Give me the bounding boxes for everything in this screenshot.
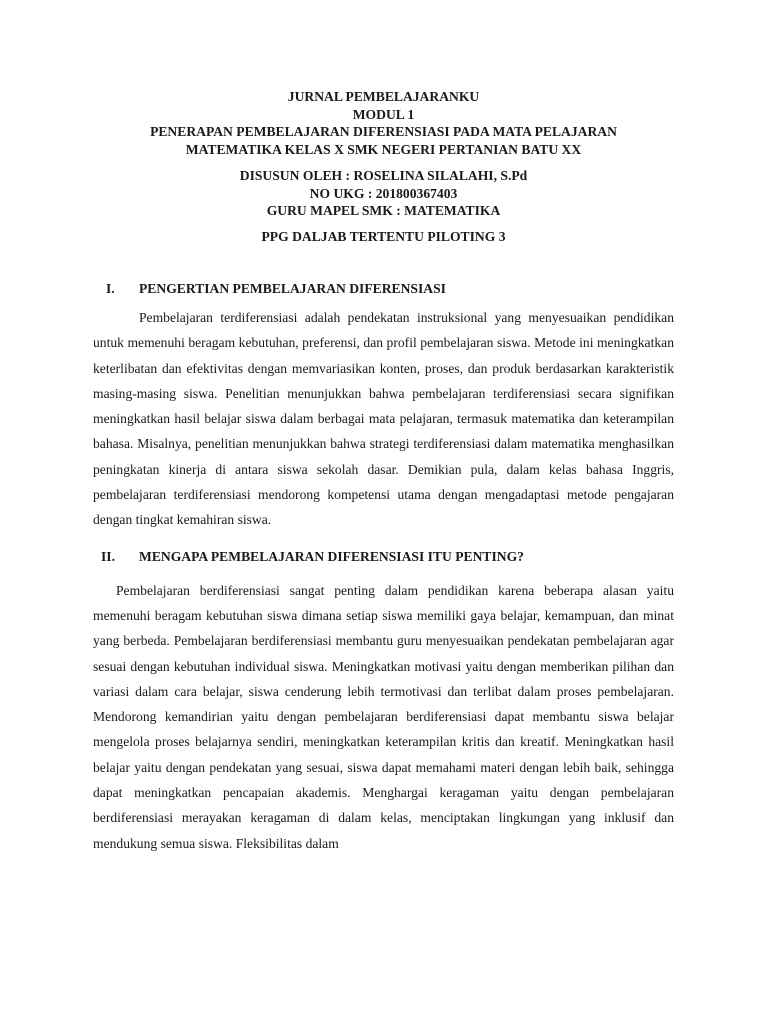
section-number: II.: [101, 548, 115, 564]
ukg-number: NO UKG : 201800367403: [309, 185, 458, 201]
journal-title: JURNAL PEMBELAJARANKU: [287, 89, 480, 104]
title-block: [93, 88, 674, 158]
topic-line-2: MATEMATIKA KELAS X SMK NEGERI PERTANIAN BATU XX: [185, 141, 582, 157]
program-block: [93, 228, 674, 246]
section-title: PENGERTIAN PEMBELAJARAN DIFERENSIASI: [139, 281, 446, 296]
section-title: MENGAPA PEMBELAJARAN DIFERENSIASI ITU PENTING?: [139, 548, 524, 564]
section-heading-1: [93, 280, 674, 298]
program-name: PPG DALJAB TERTENTU PILOTING 3: [261, 228, 506, 244]
section-heading-2: [93, 548, 674, 566]
topic-line-1: PENERAPAN PEMBELAJARAN DIFERENSIASI PADA MATA PELAJARAN: [150, 124, 617, 139]
section-body-1: Pembelajaran terdiferensiasi adalah pendekatan instruksional yang menyesuaikan pendidikan untuk memenuhi beragam kebutuhan, preferensi, dan profil pembelajaran siswa. Metode ini meningkatkan keterlibatan dan efektivitas dengan memvariasikan konten, proses, dan produk berdasarkan karakteristik masing-masing siswa. Penelitian menunjukkan bahwa pembelajaran terdiferensiasi secara signifikan meningkatkan hasil belajar siswa dalam berbagai mata pelajaran, termasuk matematika dan keterampilan bahasa. Misalnya, penelitian menunjukkan bahwa strategi terdiferensiasi dalam matematika menghasilkan peningkatan kinerja di antara siswa sekolah dasar. Demikian pula, dalam kelas bahasa Inggris, pembelajaran terdiferensiasi mendorong kompetensi utama dengan mengadaptasi metode pengajaran dengan tingkat kemahiran siswa.: [93, 310, 674, 528]
module-label: MODUL 1: [352, 106, 415, 122]
section-body-2: Pembelajaran berdiferensiasi sangat penting dalam pendidikan karena beberapa alasan yaitu memenuhi beragam kebutuhan siswa dimana setiap siswa memiliki gaya belajar, kemampuan, dan minat yang berbeda. Pembelajaran berdiferensiasi membantu guru menyesuaikan pendekatan pembelajaran agar sesuai dengan kebutuhan individual siswa. Meningkatkan motivasi yaitu dengan memberikan pilihan dan variasi dalam cara belajar, siswa cenderung lebih termotivasi dan terlibat dalam proses pembelajaran. Mendorong kemandirian yaitu dengan pembelajaran berdiferensiasi dapat membantu siswa belajar mengelola proses belajarnya sendiri, meningkatkan keterampilan kritis dan kreatif. Meningkatkan hasil belajar yaitu dengan pendekatan yang sesuai, siswa dapat memahami materi dengan lebih baik, sehingga dapat meningkatkan pencapaian akademis. Menghargai keragaman yaitu dengan pembelajaran berdiferensiasi merayakan keragaman di dalam kelas, menciptakan lingkungan yang inklusif dan mendukung semua siswa. Fleksibilitas dalam: [93, 582, 674, 851]
author-block: [93, 167, 674, 220]
document-page: [93, 88, 674, 856]
subject-teacher: GURU MAPEL SMK : MATEMATIKA: [266, 203, 501, 218]
document-header: [93, 88, 674, 245]
section-number: I.: [106, 281, 115, 296]
author-line: DISUSUN OLEH : ROSELINA SILALAHI, S.Pd: [239, 168, 528, 183]
